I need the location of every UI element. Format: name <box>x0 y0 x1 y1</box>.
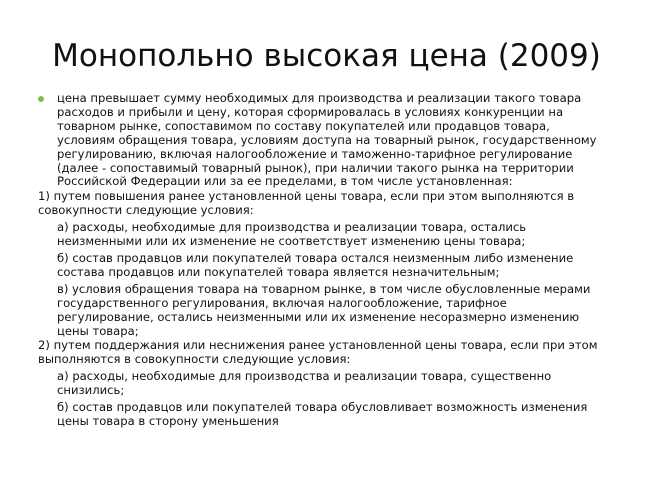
item-2-subitem-b: б) состав продавцов или покупателей товара обусловливает возможность изменения цены товара в сторону уменьшения <box>57 400 588 428</box>
item-2-subitem-a: а) расходы, необходимые для производства и реализации товара, существенно снизились; <box>57 369 552 398</box>
item-2-text: 2) путем поддержания или неснижения ранее установленной цены товара, если при этом выполняются в совокупности следующие условия: <box>38 338 598 367</box>
item-1-text: 1) путем повышения ранее установленной цены товара, если при этом выполняются в совокупности следующие условия: <box>38 189 575 218</box>
item-1-subitem-a: а) расходы, необходимые для производства и реализации товара, остались неизменными или их изменение не соответствует изменению цены товара; <box>57 220 527 249</box>
item-1-subitem-b: б) состав продавцов или покупателей товара остался неизменным либо изменение состава продавцов или покупателей товара является незначительным; <box>57 250 574 279</box>
slide-title: Монопольно высокая цена (2009) <box>52 38 601 74</box>
slide-content <box>38 92 598 429</box>
bullet-item <box>38 92 598 189</box>
bullet-dot-icon <box>38 96 44 102</box>
bullet-text: цена превышает сумму необходимых для производства и реализации такого товара расходов и прибыли и цену, которая сформировалась в условиях конкуренции на товарном рынке, сопоставимом по составу покупателей или продавцов товара, условиям обращения товара, условиям доступа на товарный рынок, государственному регулированию, включая налогообложение и таможенно-тарифное регулирование (далее - сопоставимый товарный рынок), при наличии такого рынка на территории Российской Федерации или за ее пределами, в том числе установленная: <box>57 91 597 189</box>
item-1-subitem-c: в) условия обращения товара на товарном рынке, в том числе обусловленные мерами государственного регулирования, включая налогообложение, тарифное регулирование, остались неизменными или их изменение несоразмерно изменению цены товара; <box>57 281 591 338</box>
